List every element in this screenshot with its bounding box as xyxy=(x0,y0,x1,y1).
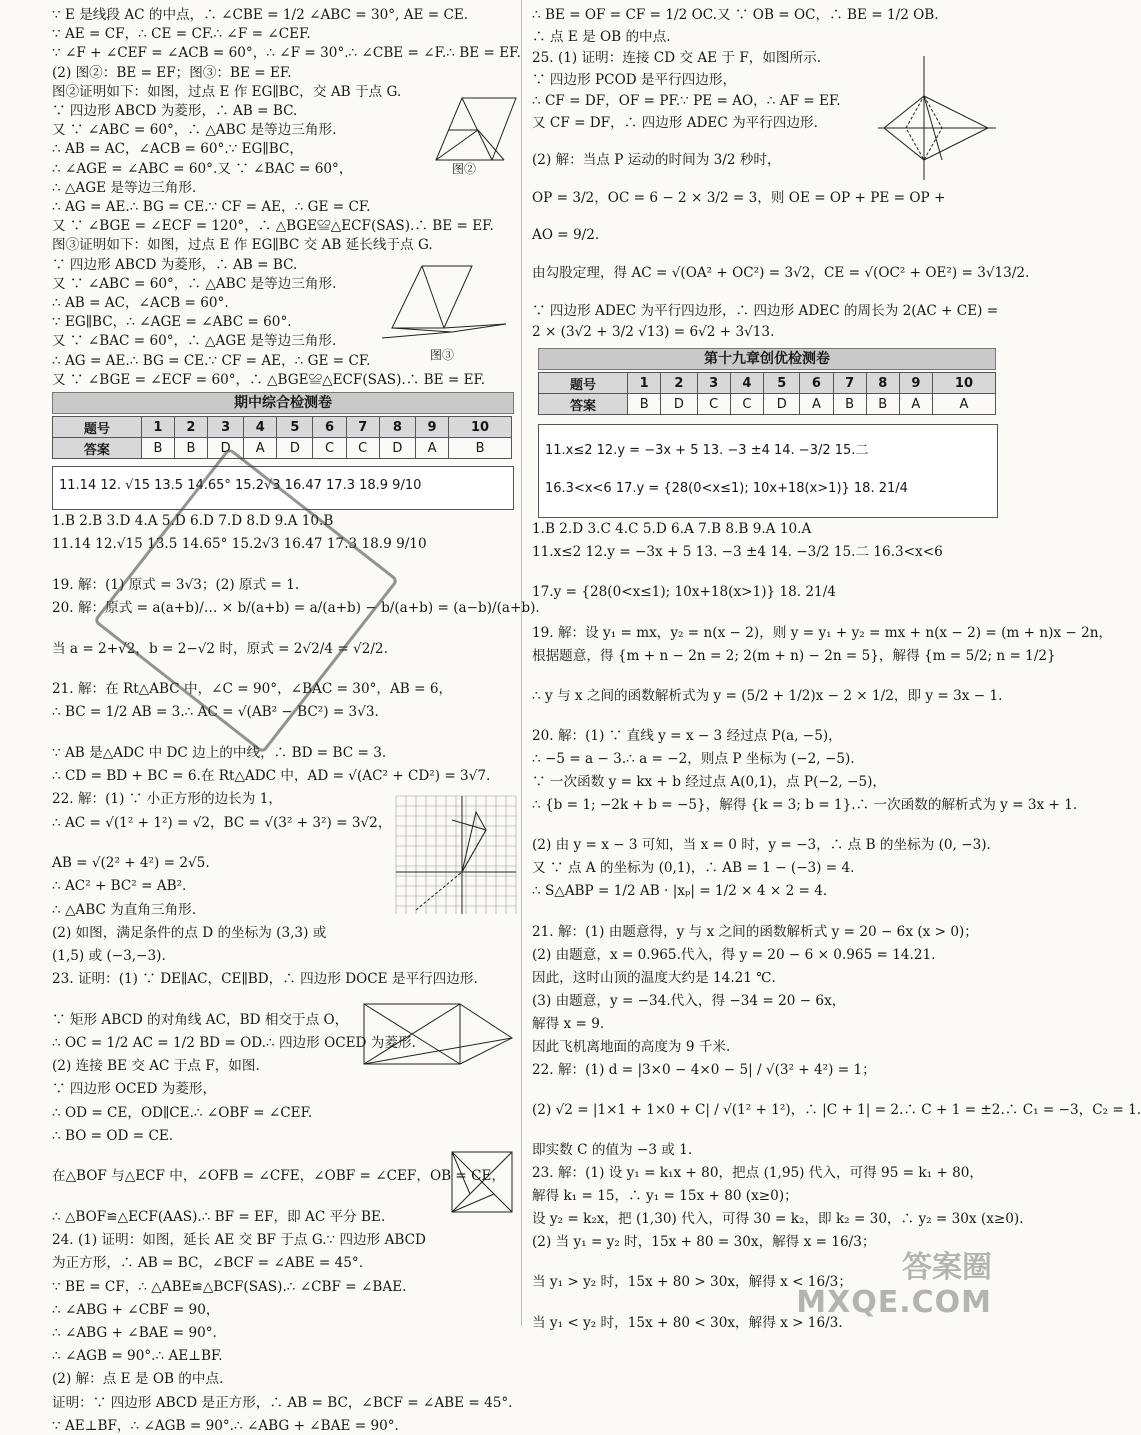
text-line: (2) 由题意，x = 0.965.代入，得 y = 20 − 6 × 0.965 = 14.21. xyxy=(532,946,936,963)
text-line: 又 ∵ ∠BGE = ∠ECF = 120°，∴ △BGE≌△ECF(SAS).∴ BE = EF. xyxy=(52,218,494,235)
q25-coordinate-figure xyxy=(878,56,996,180)
text-line: 又 CF = DF，∴ 四边形 ADEC 为平行四边形. xyxy=(532,114,818,131)
question-number: 5 xyxy=(764,373,800,394)
text-line: 因此飞机离地面的高度为 9 千米. xyxy=(532,1038,731,1055)
text-line: (2) 图②：BE = EF；图③：BE = EF. xyxy=(52,64,292,81)
q24-square-figure xyxy=(448,1148,518,1220)
text-line: 19. 解：设 y₁ = mx，y₂ = n(x − 2)，则 y = y₁ + y₂ = mx + n(x − 2) = (m + n)x − 2n， xyxy=(532,624,1113,641)
fill-row: 11.x≤2 12.y = −3x + 5 13. −3 ±4 14. −3/2 15.二 xyxy=(545,443,869,458)
text-line: 解得 k₁ = 15，∴ y₁ = 15x + 80 (x≥0)； xyxy=(532,1188,798,1204)
question-number: 1 xyxy=(628,373,661,394)
text-line: ∴ CF = DF，OF = PF.∵ PE = AO，∴ AF = EF. xyxy=(532,93,841,109)
text-line: 当 a = 2+√2，b = 2−√2 时，原式 = 2√2/4 = √2/2. xyxy=(52,640,388,657)
text-line: ∴ AG = AE.∴ BG = CE.∵ CF = AE，∴ GE = CF. xyxy=(52,199,371,215)
text-line: 当 y₁ > y₂ 时，15x + 80 > 30x，解得 x < 16/3； xyxy=(532,1274,852,1291)
text-line: 又 ∵ ∠ABC = 60°，∴ △ABC 是等边三角形. xyxy=(52,122,337,139)
text-line: ∴ AB = AC，∠ACB = 60°. xyxy=(52,295,229,311)
answer-cell: D xyxy=(661,394,697,415)
question-number: 8 xyxy=(379,417,415,438)
answer-cell: D xyxy=(207,438,243,459)
text-line: ∴ CD = BD + BC = 6.在 Rt△ADC 中，AD = √(AC² + CD²) = 3√7. xyxy=(52,768,491,785)
question-number: 6 xyxy=(800,373,833,394)
text-line: 17.y = {28(0<x≤1); 10x+18(x>1)} 18. 21/4 xyxy=(532,584,836,601)
text-line: ∴ OD = CE，OD∥CE.∴ ∠OBF = ∠CEF. xyxy=(52,1104,313,1121)
text-line: ∵ E 是线段 AC 的中点，∴ ∠CBE = 1/2 ∠ABC = 30°, AE = CE. xyxy=(52,7,469,23)
q22-grid-figure xyxy=(396,796,516,914)
text-line: AO = 9/2. xyxy=(532,227,600,244)
question-number: 4 xyxy=(730,373,763,394)
answer-cell: B xyxy=(449,438,512,459)
text-line: 23. 证明：(1) ∵ DE∥AC，CE∥BD，∴ 四边形 DOCE 是平行四边形. xyxy=(52,971,478,988)
answer-cell: B xyxy=(628,394,661,415)
text-line: AB = √(2² + 4²) = 2√5. xyxy=(52,855,210,872)
question-number: 2 xyxy=(174,417,207,438)
watermark: MXQE.COM xyxy=(796,1285,992,1320)
text-line: 25. (1) 证明：连接 CD 交 AE 于 F，如图所示. xyxy=(532,50,822,66)
text-line: 20. 解：(1) ∵ 直线 y = x − 3 经过点 P(a, −5)， xyxy=(532,728,842,744)
answer-cell: A xyxy=(899,394,932,415)
text-line: OP = 3/2，OC = 6 − 2 × 3/2 = 3，则 OE = OP + PE = OP + xyxy=(532,189,946,206)
text-line: 证明：∵ 四边形 ABCD 是正方形，∴ AB = BC，∠BCF = ∠ABE = 45°. xyxy=(52,1394,513,1411)
text-line: 21. 解：(1) 由题意得，y 与 x 之间的函数解析式 y = 20 − 6x (x > 0)； xyxy=(532,923,978,940)
text-line: (2) 连接 BE 交 AC 于点 F，如图. xyxy=(52,1058,260,1075)
question-number: 7 xyxy=(833,373,866,394)
answer-cell: D xyxy=(764,394,800,415)
midterm-section-title: 期中综合检测卷 xyxy=(52,392,514,414)
text-line: 22. 解：(1) d = |3×0 − 4×0 − 5| / √(3² + 4²) = 1； xyxy=(532,1061,876,1078)
question-number: 2 xyxy=(661,373,697,394)
text-line: 19. 解：(1) 原式 = 3√3；(2) 原式 = 1. xyxy=(52,576,300,593)
text-line: (2) 解：点 E 是 OB 的中点. xyxy=(52,1371,224,1388)
text-line: ∵ BE = CF，∴ △ABE≌△BCF(SAS).∴ ∠CBF = ∠BAE. xyxy=(52,1278,407,1295)
question-number: 3 xyxy=(207,417,243,438)
text-line: ∵ 一次函数 y = kx + b 经过点 A(0,1)，点 P(−2, −5)， xyxy=(532,774,887,790)
chapter19-section-title: 第十九章创优检测卷 xyxy=(538,348,996,370)
text-line: ∴ BO = OD = CE. xyxy=(52,1127,174,1144)
text-line: ∴ AB = AC，∠ACB = 60°.∵ EG∥BC， xyxy=(52,141,303,158)
text-line: ∵ EG∥BC，∴ ∠AGE = ∠ABC = 60°. xyxy=(52,314,292,331)
text-line: ∵ 四边形 ADEC 为平行四边形，∴ 四边形 ADEC 的周长为 2(AC + CE) = xyxy=(532,302,999,319)
text-line: 设 y₂ = k₂x，把 (1,30) 代入，可得 30 = k₂，即 k₂ = 30，∴ y₂ = 30x (x≥0). xyxy=(532,1211,1024,1227)
chapter19-answer-table xyxy=(538,372,996,415)
text-line: 根据题意，得 {m + n − 2n = 2; 2(m + n) − 2n = 5}，解得 {m = 5/2; n = 1/2} xyxy=(532,647,1056,664)
text-line: (2) 解：当点 P 运动的时间为 3/2 秒时， xyxy=(532,152,781,169)
answer-cell: D xyxy=(379,438,415,459)
text-line: (3) 由题意，y = −34.代入，得 −34 = 20 − 6x， xyxy=(532,992,846,1009)
text-line: ∵ 四边形 PCOD 是平行四边形， xyxy=(532,71,737,88)
text-line: ∵ 矩形 ABCD 的对角线 AC，BD 相交于点 O， xyxy=(52,1011,349,1028)
text-line: 又 ∵ 点 A 的坐标为 (0,1)，∴ AB = 1 − (−3) = 4. xyxy=(532,860,855,877)
text-line: ∴ ∠ABG + ∠CBF = 90， xyxy=(52,1301,220,1318)
question-number: 3 xyxy=(697,373,730,394)
question-number: 9 xyxy=(899,373,932,394)
question-number: 4 xyxy=(244,417,277,438)
text-line: 又 ∵ ∠BGE = ∠ECF = 60°，∴ △BGE≌△ECF(SAS).∴ BE = EF. xyxy=(52,371,486,388)
text-line: ∴ y 与 x 之间的函数解析式为 y = (5/2 + 1/2)x − 2 × 1/2，即 y = 3x − 1. xyxy=(532,687,1003,704)
figure-3-label: 图③ xyxy=(430,348,455,362)
text-line: ∴ ∠AGE = ∠ABC = 60°.又 ∵ ∠BAC = 60°， xyxy=(52,160,353,177)
text-line: 又 ∵ ∠ABC = 60°，∴ △ABC 是等边三角形. xyxy=(52,275,337,292)
answer-cell: C xyxy=(313,438,346,459)
text-line: ∴ 点 E 是 OB 的中点. xyxy=(532,28,671,45)
text-line: ∵ 四边形 OCED 为菱形， xyxy=(52,1081,217,1098)
text-line: ∴ BC = 1/2 AB = 3.∴ AC = √(AB² − BC²) = 3√3. xyxy=(52,704,379,721)
figure-3-rhombus xyxy=(382,262,512,346)
question-number: 9 xyxy=(416,417,449,438)
text-line: ∴ AG = AE.∴ BG = CE.∵ CF = AE，∴ GE = CF. xyxy=(52,352,371,369)
answer-cell: C xyxy=(346,438,379,459)
text-line: ∴ OC = 1/2 AC = 1/2 BD = OD.∴ 四边形 OCED 为菱形. xyxy=(52,1035,416,1051)
fill-row: 11.14 12. √15 13.5 14.65° 15.2√3 16.47 17.3 18.9 9/10 xyxy=(59,478,422,493)
text-line: ∴ △BOF≌△ECF(AAS).∴ BF = EF，即 AC 平分 BE. xyxy=(52,1209,386,1225)
figure-2-rhombus xyxy=(432,94,522,172)
text-line: ∴ △ABC 为直角三角形. xyxy=(52,901,197,918)
text-line: ∴ S△ABP = 1/2 AB · |xₚ| = 1/2 × 4 × 2 = 4. xyxy=(532,883,828,900)
text-line: 图③证明如下：如图，过点 E 作 EG∥BC 交 AB 延长线于点 G. xyxy=(52,237,433,254)
text-line: (2) √2 = |1×1 + 1×0 + C| / √(1² + 1²)，∴ |C + 1| = 2.∴ C + 1 = ±2.∴ C₁ = −3，C₂ = 1. xyxy=(532,1101,1141,1118)
text-line: 23. 解：(1) 设 y₁ = k₁x + 80，把点 (1,95) 代入，可得 95 = k₁ + 80， xyxy=(532,1165,983,1181)
text-line: ∴ AC² + BC² = AB². xyxy=(52,878,187,895)
question-number: 6 xyxy=(313,417,346,438)
text-line: ∵ ∠F + ∠CEF = ∠ACB = 60°，∴ ∠F = 30°.∴ ∠CBE = ∠F.∴ BE = EF. xyxy=(52,45,521,62)
text-line: ∵ 四边形 ABCD 为菱形，∴ AB = BC. xyxy=(52,103,298,119)
answer-cell: D xyxy=(277,438,313,459)
text-line: ∴ ∠ABG + ∠BAE = 90°. xyxy=(52,1325,217,1341)
table-head-label: 题号 xyxy=(53,417,142,438)
text-line: 2 × (3√2 + 3/2 √13) = 6√2 + 3√13. xyxy=(532,324,775,341)
text-line: ∴ ∠AGB = 90°.∴ AE⊥BF. xyxy=(52,1348,223,1365)
text-line: 又 ∵ ∠BAC = 60°，∴ △AGE 是等边三角形. xyxy=(52,333,337,350)
text-line: (1,5) 或 (−3,−3). xyxy=(52,948,166,964)
answer-cell: C xyxy=(697,394,730,415)
question-number: 7 xyxy=(346,417,379,438)
q23-rectangle-figure xyxy=(360,1000,518,1068)
question-number: 5 xyxy=(277,417,313,438)
text-line: 图②证明如下：如图，过点 E 作 EG∥BC，交 AB 于点 G. xyxy=(52,83,402,100)
text-line: 即实数 C 的值为 −3 或 1. xyxy=(532,1142,693,1158)
text-line: 11.x≤2 12.y = −3x + 5 13. −3 ±4 14. −3/2 15.二 16.3<x<6 xyxy=(532,544,943,560)
question-number: 10 xyxy=(449,417,512,438)
text-line: 21. 解：在 Rt△ABC 中，∠C = 90°，∠BAC = 30°，AB = 6， xyxy=(52,681,453,698)
text-line: ∵ AE⊥BF，∴ ∠AGB = 90°.∴ ∠ABG + ∠BAE = 90°. xyxy=(52,1417,399,1434)
text-line: ∴ BE = OF = CF = 1/2 OC.又 ∵ OB = OC，∴ BE = 1/2 OB. xyxy=(532,7,939,23)
text-line: ∵ 四边形 ABCD 为菱形，∴ AB = BC. xyxy=(52,256,298,273)
text-line: 因此，这时山顶的温度大约是 14.21 ℃. xyxy=(532,969,776,986)
answer-cell: C xyxy=(730,394,763,415)
text-line: 24. (1) 证明：如图，延长 AE 交 BF 于点 G.∵ 四边形 ABCD xyxy=(52,1232,426,1249)
answer-cell: B xyxy=(833,394,866,415)
text-line: ∵ AB 是△ADC 中 DC 边上的中线，∴ BD = BC = 3. xyxy=(52,745,387,761)
text-line: 11.14 12.√15 13.5 14.65° 15.2√3 16.47 17.3 18.9 9/10 xyxy=(52,536,427,553)
watermark-cn: 答案圈 xyxy=(902,1250,992,1285)
figure-2-label: 图② xyxy=(452,162,477,176)
text-line: ∴ −5 = a − 3.∴ a = −2，则点 P 坐标为 (−2, −5). xyxy=(532,751,855,767)
answer-cell: A xyxy=(800,394,833,415)
text-line: 22. 解：(1) ∵ 小正方形的边长为 1， xyxy=(52,791,282,808)
text-line: 20. 解：原式 = a(a+b)/… × b/(a+b) = a/(a+b) − b/(a+b) = (a−b)/(a+b). xyxy=(52,600,540,616)
answer-cell: A xyxy=(244,438,277,459)
table-answer-label: 答案 xyxy=(53,438,142,459)
answer-cell: B xyxy=(866,394,899,415)
table-head-label: 题号 xyxy=(539,373,628,394)
answer-cell: B xyxy=(141,438,174,459)
text-line: (2) 当 y₁ = y₂ 时，15x + 80 = 30x，解得 x = 16/3； xyxy=(532,1234,876,1250)
question-number: 8 xyxy=(866,373,899,394)
table-answer-label: 答案 xyxy=(539,394,628,415)
text-line: 1.B 2.B 3.D 4.A 5.D 6.D 7.D 8.D 9.A 10.B xyxy=(52,513,334,529)
text-line: ∴ {b = 1; −2k + b = −5}，解得 {k = 3; b = 1}.∴ 一次函数的解析式为 y = 3x + 1. xyxy=(532,797,1078,813)
text-line: ∴ AC = √(1² + 1²) = √2，BC = √(3² + 3²) = 3√2， xyxy=(52,814,392,831)
answer-cell: B xyxy=(174,438,207,459)
fill-row: 16.3<x<6 17.y = {28(0<x≤1); 10x+18(x>1)} 18. 21/4 xyxy=(545,481,908,496)
text-line: (2) 如图，满足条件的点 D 的坐标为 (3,3) 或 xyxy=(52,924,327,941)
text-line: 由勾股定理，得 AC = √(OA² + OC²) = 3√2，CE = √(OC² + OE²) = 3√13/2. xyxy=(532,265,1030,281)
text-line: 为正方形，∴ AB = BC，∠BCF = ∠ABE = 45°. xyxy=(52,1255,364,1272)
text-line: (2) 由 y = x − 3 可知，当 x = 0 时，y = −3，∴ 点 B 的坐标为 (0, −3). xyxy=(532,837,991,854)
midterm-answer-table xyxy=(52,416,512,459)
text-line: 解得 x = 9. xyxy=(532,1015,605,1032)
answer-cell: A xyxy=(416,438,449,459)
column-divider xyxy=(521,0,522,1326)
chapter19-fill-answers xyxy=(538,424,998,518)
text-line: 1.B 2.D 3.C 4.C 5.D 6.A 7.B 8.B 9.A 10.A xyxy=(532,521,812,537)
text-line: 在△BOF 与△ECF 中，∠OFB = ∠CFE，∠OBF = ∠CEF，OB = CE， xyxy=(52,1168,506,1185)
text-line: ∴ △AGE 是等边三角形. xyxy=(52,179,197,196)
answer-cell: A xyxy=(932,394,995,415)
text-line: ∵ AE = CF，∴ CE = CF.∴ ∠F = ∠CEF. xyxy=(52,26,311,43)
question-number: 1 xyxy=(141,417,174,438)
text-line: 当 y₁ < y₂ 时，15x + 80 < 30x，解得 x > 16/3. xyxy=(532,1314,843,1331)
question-number: 10 xyxy=(932,373,995,394)
